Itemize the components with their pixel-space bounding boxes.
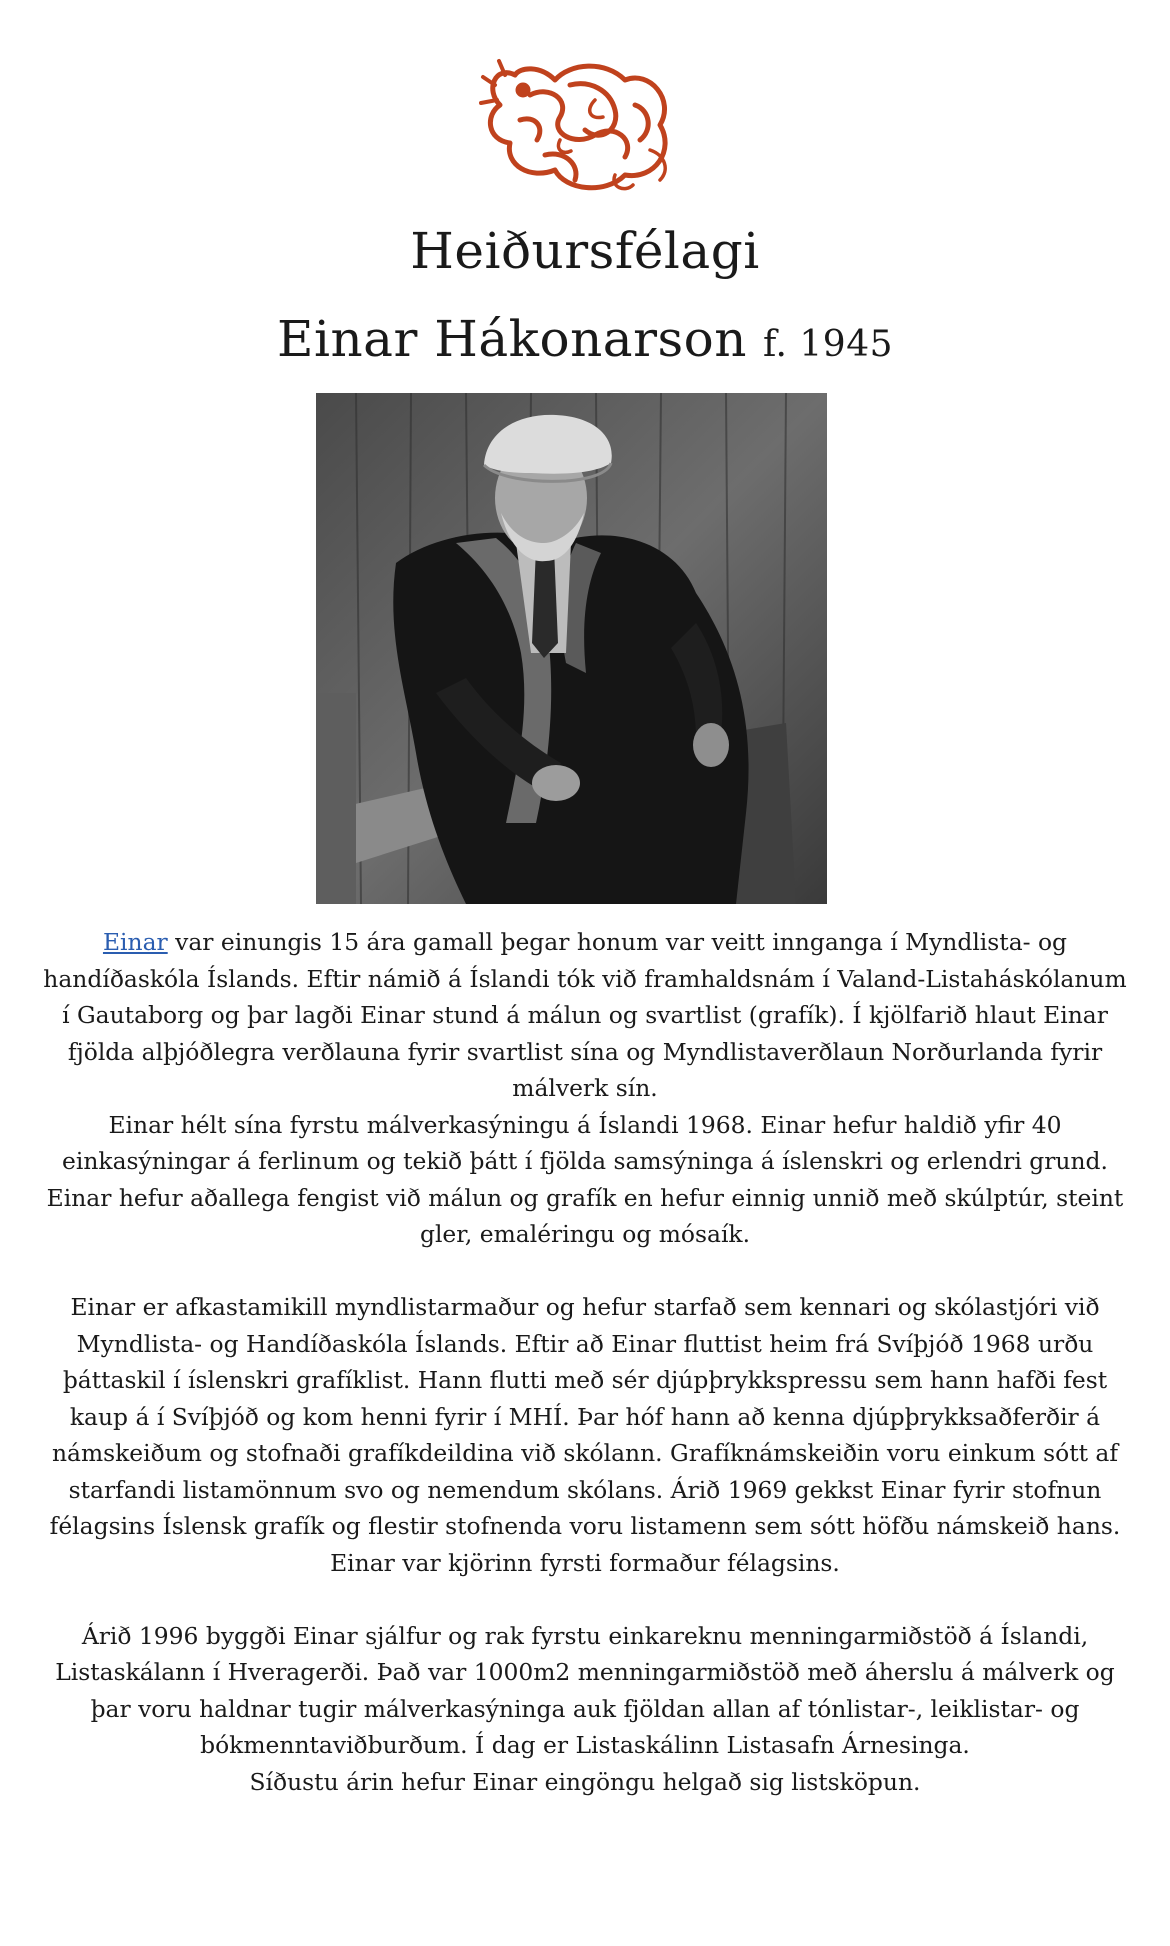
bio-paragraph-6: Síðustu árin hefur Einar eingöngu helgað sig listsköpun. [249, 1767, 921, 1796]
honoree-name: Einar Hákonarson [276, 310, 747, 368]
portrait-photo-icon [316, 393, 827, 904]
bio-paragraph-3: Einar hefur aðallega fengist við málun og grafík en hefur einnig unnið með skúlptúr, steint gler, emaléringu og mósaík. [46, 1183, 1124, 1248]
biography-text [40, 924, 1130, 1800]
page-title: Heiðursfélagi [410, 222, 760, 280]
paragraph-spacer [40, 1581, 1130, 1618]
bio-paragraph-1 [40, 924, 1130, 1107]
paragraph-spacer [40, 1253, 1130, 1290]
einar-link[interactable]: Einar [102, 928, 168, 956]
honoree-name-heading [0, 310, 1170, 368]
bio-paragraph-2: Einar hélt sína fyrstu málverkasýningu á Íslandi 1968. Einar hefur haldið yfir 40 einkasýningar á ferlinum og tekið þátt í fjölda samsýninga á íslenskri og erlendri grund. [62, 1110, 1108, 1175]
celtic-knot-animal-logo-icon [475, 55, 685, 200]
bio-paragraph-5: Árið 1996 byggði Einar sjálfur og rak fyrstu einkareknu menningarmiðstöð á Íslandi, Listaskálann í Hveragerði. Það var 1000m2 menningarmiðstöð með áherslu á málverk og þar voru haldnar tugir málverkasýninga auk fjöldan allan af tónlistar-, leiklistar- og bókmenntaviðburðum. Í dag er Listaskálinn Listasafn Árnesinga. [55, 1621, 1115, 1759]
bio-paragraph-1-text: var einungis 15 ára gamall þegar honum var veitt innganga í Myndlista- og handíðaskóla Íslands. Eftir námið á Íslandi tók við framhaldsnám í Valand-Listaháskólanum í Gautaborg og þar lagði Einar stund á málun og svartlist (grafík). Í kjölfarið hlaut Einar fjölda alþjóðlegra verðlauna fyrir svartlist sína og Myndlistaverðlaun Norðurlanda fyrir málverk sín. [43, 928, 1127, 1102]
birth-year: f. 1945 [762, 324, 894, 365]
bio-paragraph-4: Einar er afkastamikill myndlistarmaður og hefur starfað sem kennari og skólastjóri við Myndlista- og Handíðaskóla Íslands. Eftir að Einar fluttist heim frá Svíþjóð 1968 urðu þáttaskil í íslenskri grafíklist. Hann flutti með sér djúpþrykkspressu sem hann hafði fest kaup á í Svíþjóð og kom henni fyrir í MHÍ. Þar hóf hann að kenna djúpþrykksaðferðir á námskeiðum og stofnaði grafíkdeildina við skólann. Grafíknámskeiðin voru einkum sótt af starfandi listamönnum svo og nemendum skólans. Árið 1969 gekkst Einar fyrir stofnun félagsins Íslensk grafík og flestir stofnenda voru listamenn sem sótt höfðu námskeið hans. Einar var kjörinn fyrsti formaður félagsins. [49, 1293, 1121, 1577]
